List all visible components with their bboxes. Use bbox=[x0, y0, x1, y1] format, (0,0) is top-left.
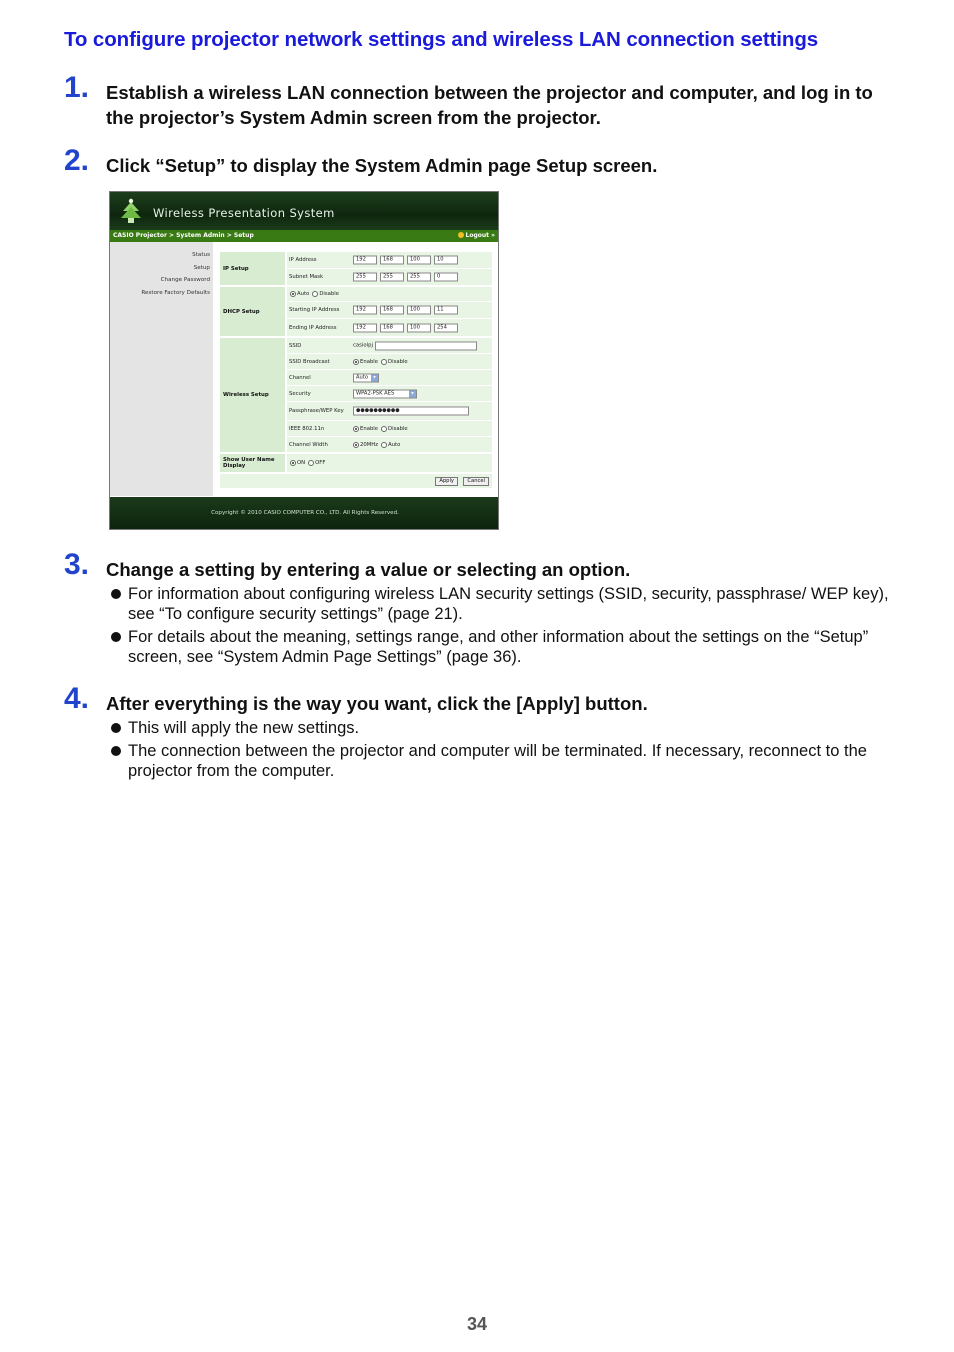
breadcrumb-text: CASIO Projector > System Admin > Setup bbox=[113, 232, 254, 239]
group-label: Wireless Setup bbox=[220, 338, 285, 452]
user-name-on-radio[interactable] bbox=[290, 460, 296, 466]
bullet-item: For details about the meaning, settings range, and other information about the settings on the “Setup” screen, see “System Admin Page Settings” (page 36). bbox=[106, 627, 894, 667]
menu-item-change-password[interactable]: Change Password bbox=[160, 277, 210, 283]
chevron-down-icon: ▾ bbox=[409, 390, 416, 397]
start-octet-3[interactable]: 100 bbox=[407, 306, 431, 315]
end-octet-1[interactable]: 192 bbox=[353, 323, 377, 332]
mask-octet-3[interactable]: 255 bbox=[407, 273, 431, 282]
step-bullets bbox=[106, 718, 894, 781]
step-number: 2. bbox=[64, 144, 90, 177]
step-text: After everything is the way you want, click the [Apply] button. bbox=[106, 693, 648, 714]
ieee-disable-radio[interactable] bbox=[381, 426, 387, 432]
radio-label: Disable bbox=[388, 358, 408, 365]
logout-icon bbox=[458, 232, 464, 238]
step-3 bbox=[64, 548, 894, 670]
mask-octet-2[interactable]: 255 bbox=[380, 273, 404, 282]
step-number: 3. bbox=[64, 548, 90, 581]
broadcast-enable-radio[interactable] bbox=[353, 359, 359, 365]
ip-octet-3[interactable]: 100 bbox=[407, 256, 431, 265]
row-label: Ending IP Address bbox=[289, 324, 337, 331]
logout-link[interactable] bbox=[458, 230, 495, 242]
ip-address-row bbox=[287, 252, 492, 268]
apply-button[interactable]: Apply bbox=[435, 477, 458, 486]
row-label: SSID Broadcast bbox=[289, 358, 330, 365]
radio-label: Auto bbox=[388, 441, 401, 448]
passphrase-input[interactable]: ●●●●●●●●●● bbox=[353, 407, 469, 416]
end-octet-4[interactable]: 254 bbox=[434, 323, 458, 332]
row-label: Passphrase/WEP Key bbox=[289, 408, 344, 414]
radio-label: 20MHz bbox=[360, 441, 379, 448]
ssid-prefix: casiolpj bbox=[353, 342, 373, 349]
select-value: Auto bbox=[356, 374, 369, 380]
menu-item-restore-defaults[interactable]: Restore Factory Defaults bbox=[141, 289, 210, 296]
menu-item-status[interactable]: Status bbox=[192, 252, 210, 258]
ending-ip-row bbox=[287, 319, 492, 336]
screenshot-header bbox=[110, 192, 498, 230]
row-label: Channel bbox=[289, 374, 311, 381]
wireless-setup-group bbox=[220, 338, 492, 452]
security-row bbox=[287, 386, 492, 401]
app-title: Wireless Presentation System bbox=[153, 206, 335, 220]
step-bullets bbox=[106, 584, 894, 667]
broadcast-disable-radio[interactable] bbox=[381, 359, 387, 365]
step-text: Change a setting by entering a value or selecting an option. bbox=[106, 559, 631, 580]
section-heading: To configure projector network settings and wireless LAN connection settings bbox=[64, 28, 819, 51]
row-label: Security bbox=[289, 390, 311, 397]
group-label: IP Setup bbox=[220, 252, 285, 285]
radio-label: Enable bbox=[360, 358, 379, 365]
bullet-item: This will apply the new settings. bbox=[106, 718, 894, 738]
row-label: Starting IP Address bbox=[289, 307, 340, 313]
form-buttons bbox=[220, 474, 492, 488]
channel-row bbox=[287, 370, 492, 385]
step-4 bbox=[64, 682, 894, 784]
user-name-off-radio[interactable] bbox=[308, 460, 314, 466]
chevron-down-icon: ▾ bbox=[371, 374, 378, 381]
mask-octet-4[interactable]: 0 bbox=[434, 273, 458, 282]
radio-label: Disable bbox=[388, 425, 408, 432]
end-octet-3[interactable]: 100 bbox=[407, 323, 431, 332]
start-octet-1[interactable]: 192 bbox=[353, 306, 377, 315]
radio-label: Enable bbox=[360, 425, 379, 432]
radio-label: OFF bbox=[315, 460, 326, 466]
copyright-footer: Copyright © 2010 CASIO COMPUTER CO., LTD. All Rights Reserved. bbox=[110, 497, 499, 529]
group-label: Show User Name Display bbox=[220, 454, 285, 472]
step-number: 1. bbox=[64, 71, 90, 104]
ssid-input[interactable] bbox=[375, 341, 477, 350]
start-octet-2[interactable]: 168 bbox=[380, 306, 404, 315]
menu-item-setup[interactable]: Setup bbox=[193, 264, 210, 271]
step-text: Click “Setup” to display the System Admin page Setup screen. bbox=[106, 155, 658, 176]
user-name-group bbox=[220, 454, 492, 472]
ip-octet-1[interactable]: 192 bbox=[353, 256, 377, 265]
step-text: Establish a wireless LAN connection between the projector and computer, and log in to the projector’s System Admin screen from the projector. bbox=[106, 82, 873, 128]
ssid-row bbox=[287, 338, 492, 353]
dhcp-auto-radio[interactable] bbox=[290, 291, 296, 297]
row-label: IEEE 802.11n bbox=[289, 425, 325, 432]
wireless-tower-icon bbox=[120, 198, 142, 224]
user-name-row bbox=[287, 454, 492, 472]
cancel-button[interactable]: Cancel bbox=[463, 477, 489, 486]
row-label: IP Address bbox=[289, 257, 317, 263]
admin-menu bbox=[110, 242, 213, 496]
row-label: SSID bbox=[289, 342, 302, 349]
ip-octet-2[interactable]: 168 bbox=[380, 256, 404, 265]
dhcp-disable-radio[interactable] bbox=[312, 291, 318, 297]
radio-label: Disable bbox=[319, 291, 339, 297]
channel-select[interactable] bbox=[353, 373, 379, 382]
security-select[interactable] bbox=[353, 389, 417, 398]
mask-octet-1[interactable]: 255 bbox=[353, 273, 377, 282]
dhcp-mode-row bbox=[287, 287, 492, 301]
passphrase-row bbox=[287, 402, 492, 420]
ip-setup-group bbox=[220, 252, 492, 285]
dhcp-setup-group bbox=[220, 287, 492, 336]
channel-width-row bbox=[287, 437, 492, 452]
step-2 bbox=[64, 144, 894, 178]
radio-label: ON bbox=[297, 460, 306, 466]
radio-label: Auto bbox=[297, 291, 310, 297]
ssid-broadcast-row bbox=[287, 354, 492, 369]
step-number: 4. bbox=[64, 682, 90, 715]
ieee-enable-radio[interactable] bbox=[353, 426, 359, 432]
row-label: Channel Width bbox=[289, 441, 328, 448]
width-20mhz-radio[interactable] bbox=[353, 442, 359, 448]
row-label: Subnet Mask bbox=[289, 274, 324, 280]
setup-screenshot bbox=[109, 191, 499, 530]
select-value: WPA2-PSK AES bbox=[356, 390, 395, 396]
bullet-item: The connection between the projector and computer will be terminated. If necessary, reconnect to the projector from the computer. bbox=[106, 741, 894, 781]
ieee-row bbox=[287, 421, 492, 436]
breadcrumb bbox=[110, 230, 498, 242]
subnet-mask-row bbox=[287, 269, 492, 285]
start-octet-4[interactable]: 11 bbox=[434, 306, 458, 315]
group-label: DHCP Setup bbox=[220, 287, 285, 336]
width-auto-radio[interactable] bbox=[381, 442, 387, 448]
step-1 bbox=[64, 71, 894, 130]
ip-octet-4[interactable]: 10 bbox=[434, 256, 458, 265]
page-number: 34 bbox=[466, 1314, 488, 1334]
logout-label: Logout » bbox=[465, 232, 495, 239]
end-octet-2[interactable]: 168 bbox=[380, 323, 404, 332]
bullet-item: For information about configuring wireless LAN security settings (SSID, security, passphrase/ WEP key), see “To configure security settings” (page 21). bbox=[106, 584, 894, 624]
starting-ip-row bbox=[287, 302, 492, 318]
